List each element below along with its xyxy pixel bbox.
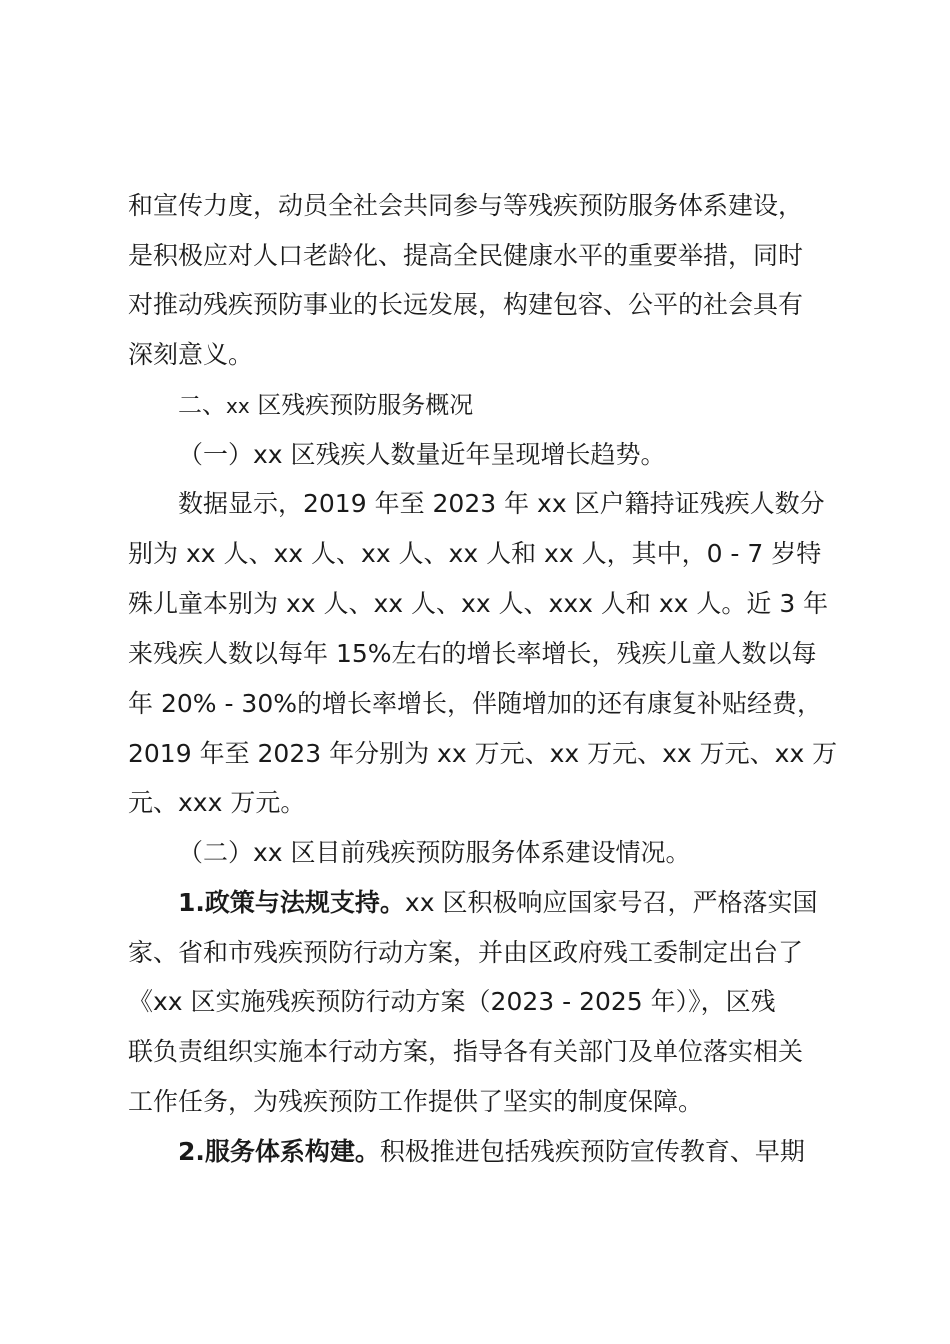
paragraph-1-line-2: 是积极应对人口老龄化、提高全民健康水平的重要举措，同时 (128, 241, 804, 270)
paragraph-2-line-6: 2019 年至 2023 年分别为 xx 万元、xx 万元、xx 万元、xx 万 (128, 739, 838, 768)
item-1-bold-title: 1.政策与法规支持。 (178, 888, 405, 917)
paragraph-2-line-1: 数据显示，2019 年至 2023 年 xx 区户籍持证残疾人数分 (178, 489, 825, 518)
section-2-title-prefix: 二、 (178, 391, 226, 419)
item-1-line-2: 家、省和市残疾预防行动方案，并由区政府残工委制定出台了 (128, 938, 804, 967)
section-2-title-suffix: 区残疾预防服务概况 (249, 391, 474, 419)
item-2-bold-title: 2.服务体系构建。 (178, 1137, 380, 1166)
item-2-line-1 (178, 1132, 805, 1172)
section-2-title-xx: xx (226, 394, 250, 418)
subsection-1-heading: （一）xx 区残疾人数量近年呈现增长趋势。 (178, 440, 666, 469)
paragraph-1-line-4: 深刻意义。 (128, 340, 254, 369)
item-1-first-line-rest: xx 区积极响应国家号召，严格落实国 (404, 888, 818, 917)
paragraph-2-line-3: 殊儿童本别为 xx 人、xx 人、xx 人、xxx 人和 xx 人。近 3 年 (128, 589, 829, 618)
paragraph-2-line-7: 元、xxx 万元。 (128, 788, 306, 817)
paragraph-2-line-2: 别为 xx 人、xx 人、xx 人、xx 人和 xx 人，其中，0 - 7 岁特 (128, 539, 822, 568)
item-1-line-5: 工作任务，为残疾预防工作提供了坚实的制度保障。 (128, 1087, 704, 1116)
paragraph-1-line-3: 对推动残疾预防事业的长远发展，构建包容、公平的社会具有 (128, 290, 804, 319)
item-1-line-4: 联负责组织实施本行动方案，指导各有关部门及单位落实相关 (128, 1037, 804, 1066)
subsection-2-heading: （二）xx 区目前残疾预防服务体系建设情况。 (178, 838, 691, 867)
item-1-line-1 (178, 883, 817, 923)
paragraph-2-line-5: 年 20% - 30%的增长率增长，伴随增加的还有康复补贴经费， (128, 689, 822, 718)
item-1-line-3: 《xx 区实施残疾预防行动方案（2023 - 2025 年）》，区残 (128, 987, 776, 1016)
paragraph-2-line-4: 来残疾人数以每年 15%左右的增长率增长，残疾儿童人数以每 (128, 639, 817, 668)
paragraph-1-line-1: 和宣传力度，动员全社会共同参与等残疾预防服务体系建设， (128, 191, 804, 220)
section-2-heading (178, 385, 473, 425)
item-2-first-line-rest: 积极推进包括残疾预防宣传教育、早期 (379, 1137, 805, 1166)
